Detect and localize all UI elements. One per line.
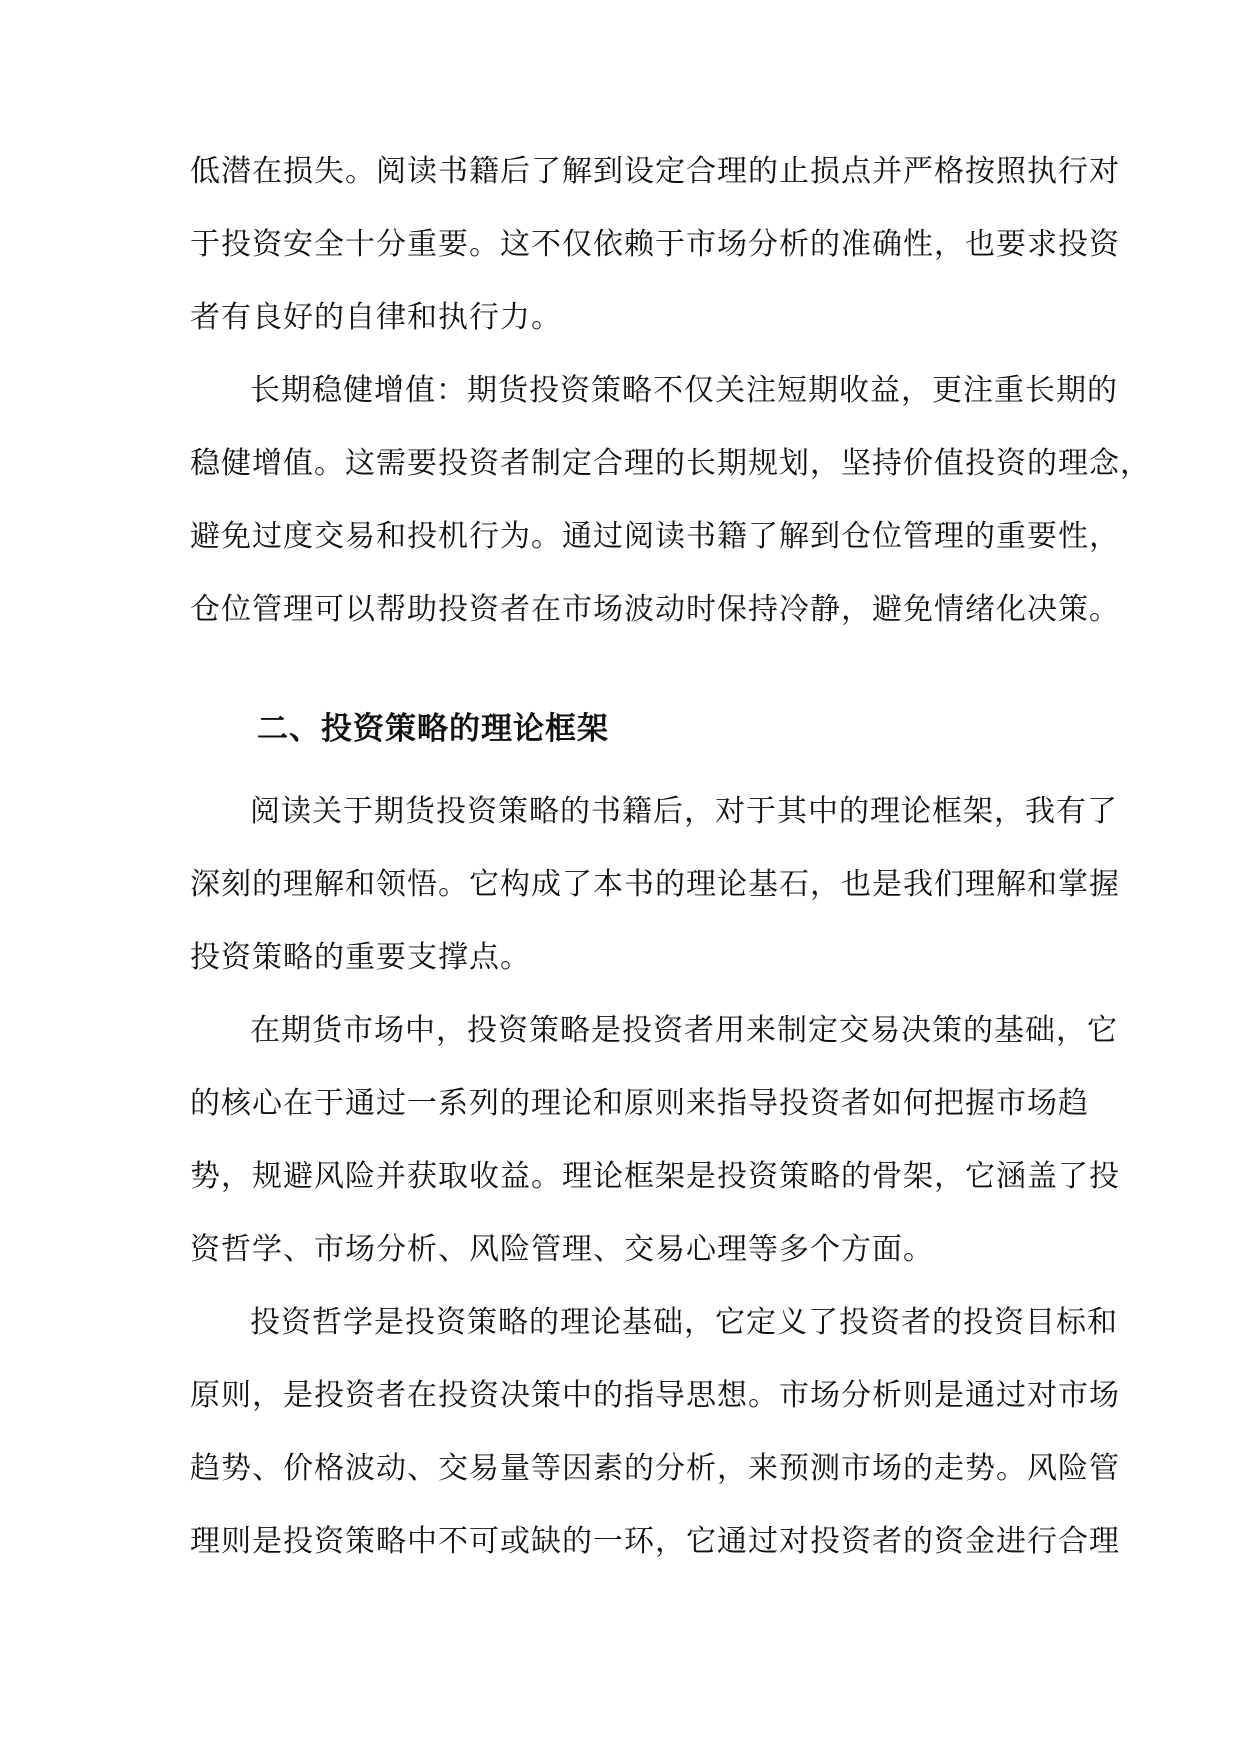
paragraph-line: 趋势、价格波动、交易量等因素的分析，来预测市场的走势。风险管 xyxy=(190,1451,1120,1486)
paragraph-line: 深刻的理解和领悟。它构成了本书的理论基石，也是我们理解和掌握 xyxy=(190,867,1120,902)
section-heading: 二、投资策略的理论框架 xyxy=(257,711,609,747)
paragraph-line: 原则，是投资者在投资决策中的指导思想。市场分析则是通过对市场 xyxy=(190,1378,1120,1413)
paragraph-line: 避免过度交易和投机行为。通过阅读书籍了解到仓位管理的重要性， xyxy=(190,519,1120,554)
paragraph-line: 理则是投资策略中不可或缺的一环，它通过对投资者的资金进行合理 xyxy=(190,1524,1120,1559)
paragraph-line: 仓位管理可以帮助投资者在市场波动时保持冷静，避免情绪化决策。 xyxy=(190,592,1120,627)
paragraph-line: 于投资安全十分重要。这不仅依赖于市场分析的准确性，也要求投资 xyxy=(190,227,1120,262)
paragraph-line: 在期货市场中，投资策略是投资者用来制定交易决策的基础，它 xyxy=(250,1013,1118,1048)
paragraph-line: 者有良好的自律和执行力。 xyxy=(190,300,562,335)
paragraph-line: 阅读关于期货投资策略的书籍后，对于其中的理论框架，我有了 xyxy=(250,794,1118,829)
paragraph-line: 投资策略的重要支撑点。 xyxy=(190,940,531,975)
paragraph-line: 稳健增值。这需要投资者制定合理的长期规划，坚持价值投资的理念， xyxy=(190,446,1151,481)
paragraph-line: 长期稳健增值：期货投资策略不仅关注短期收益，更注重长期的 xyxy=(250,373,1118,408)
paragraph-line: 投资哲学是投资策略的理论基础，它定义了投资者的投资目标和 xyxy=(250,1305,1118,1340)
paragraph-line: 资哲学、市场分析、风险管理、交易心理等多个方面。 xyxy=(190,1232,934,1267)
paragraph-line: 势，规避风险并获取收益。理论框架是投资策略的骨架，它涵盖了投 xyxy=(190,1159,1120,1194)
paragraph-line: 的核心在于通过一系列的理论和原则来指导投资者如何把握市场趋 xyxy=(190,1086,1089,1121)
paragraph-line: 低潜在损失。阅读书籍后了解到设定合理的止损点并严格按照执行对 xyxy=(190,154,1120,189)
